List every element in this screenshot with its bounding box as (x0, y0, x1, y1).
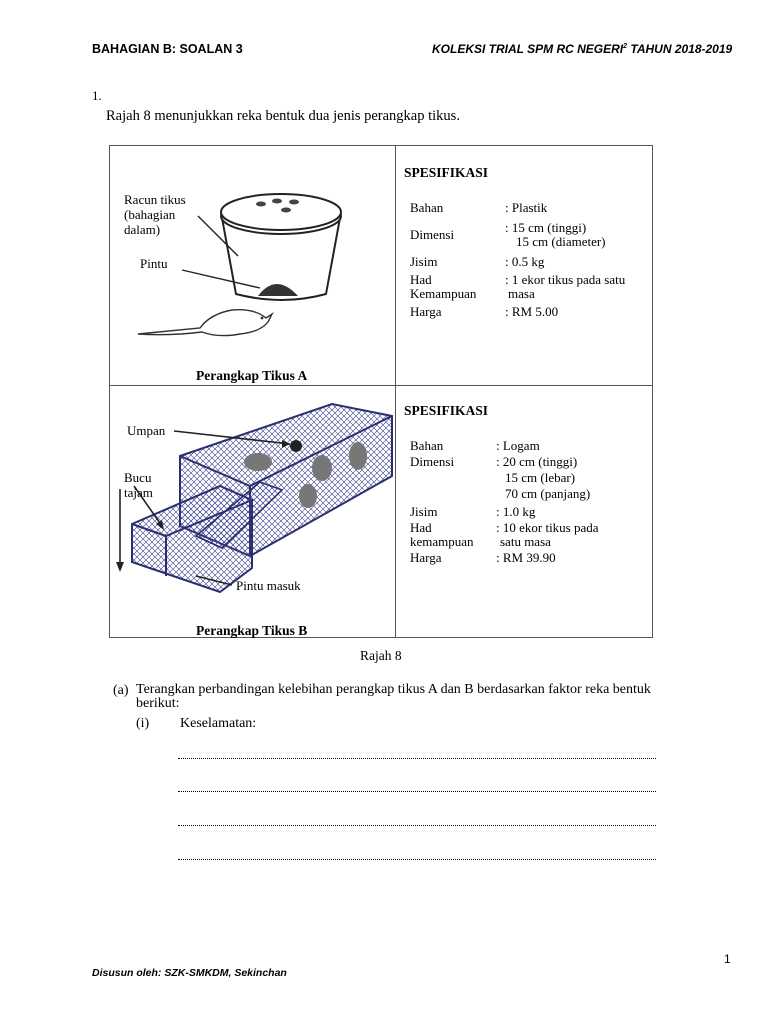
spec-key: Bahan (410, 438, 444, 453)
trap-b-spec-list (410, 439, 650, 579)
spec-key: Harga (410, 304, 442, 319)
question-i-label: (i) (136, 716, 150, 731)
trap-a-label-poison-note-2: dalam) (124, 222, 161, 237)
spec-value: 15 cm (lebar) (505, 470, 576, 485)
answer-line[interactable] (178, 825, 656, 826)
spec-value: : RM 39.90 (496, 550, 556, 565)
spec-value: : 10 ekor tikus pada (496, 520, 599, 535)
question-number: 1. (92, 88, 102, 103)
trap-a-label-poison: Racun tikus (124, 192, 186, 207)
question-a-label: (a) (113, 683, 129, 698)
trap-b-label-sharp: Bucu (124, 470, 152, 485)
spec-key: Had (410, 272, 432, 287)
spec-key: Dimensi (410, 227, 455, 242)
page-number: 1 (724, 952, 731, 966)
figure-caption: Rajah 8 (360, 648, 402, 663)
trap-b-label-bait: Umpan (127, 423, 166, 438)
spec-value: : 1 ekor tikus pada satu (505, 272, 626, 287)
spec-value: 70 cm (panjang) (505, 486, 591, 501)
spec-key: Harga (410, 550, 442, 565)
header-title-main: KOLEKSI TRIAL SPM RC NEGERI (432, 42, 624, 56)
trap-b-caption: Perangkap Tikus B (196, 623, 308, 638)
spec-value: satu masa (500, 534, 551, 549)
question-intro: Rajah 8 menunjukkan reka bentuk dua jenis perangkap tikus. (106, 108, 460, 124)
footer-credit: Disusun oleh: SZK-SMKDM, Sekinchan (92, 967, 287, 979)
spec-value: masa (508, 286, 535, 301)
answer-line[interactable] (178, 859, 656, 860)
spec-key: Jisim (410, 254, 438, 269)
spec-value: : Plastik (505, 200, 548, 215)
spec-value: : 20 cm (tinggi) (496, 454, 578, 469)
spec-key: Jisim (410, 504, 438, 519)
trap-a-caption: Perangkap Tikus A (196, 368, 308, 383)
trap-a-label-poison-note: (bahagian (124, 207, 176, 222)
spec-value: : 15 cm (tinggi) (505, 220, 587, 235)
spec-key: Bahan (410, 200, 444, 215)
question-a-text: Terangkan perbandingan kelebihan perangkap tikus A dan B berdasarkan faktor reka bentuk berikut: (136, 682, 651, 711)
header-title-superscript: 2 (623, 43, 628, 50)
figure-table (109, 145, 653, 638)
trap-b-label-entrance: Pintu masuk (236, 578, 301, 593)
spec-key: kemampuan (410, 534, 474, 549)
answer-line[interactable] (178, 758, 656, 759)
spec-value: : RM 5.00 (505, 304, 559, 319)
spec-value: 15 cm (diameter) (516, 234, 606, 249)
trap-b-spec-title: SPESIFIKASI (404, 403, 489, 418)
spec-key: Dimensi (410, 454, 455, 469)
header-title-year: TAHUN 2018-2019 (627, 42, 733, 56)
trap-a-spec-list (410, 201, 650, 331)
header-collection-title (432, 42, 732, 56)
spec-value: : Logam (496, 438, 540, 453)
trap-b-label-sharp-2: tajam (124, 485, 153, 500)
header-section-label: BAHAGIAN B: SOALAN 3 (92, 42, 243, 56)
trap-a-spec-title: SPESIFIKASI (404, 165, 489, 180)
spec-key: Kemampuan (410, 286, 477, 301)
table-divider-vertical (395, 146, 396, 637)
answer-line[interactable] (178, 791, 656, 792)
spec-key: Had (410, 520, 432, 535)
spec-value: : 0.5 kg (505, 254, 545, 269)
trap-a-label-door: Pintu (140, 256, 168, 271)
question-i-text: Keselamatan: (180, 716, 257, 731)
spec-value: : 1.0 kg (496, 504, 536, 519)
